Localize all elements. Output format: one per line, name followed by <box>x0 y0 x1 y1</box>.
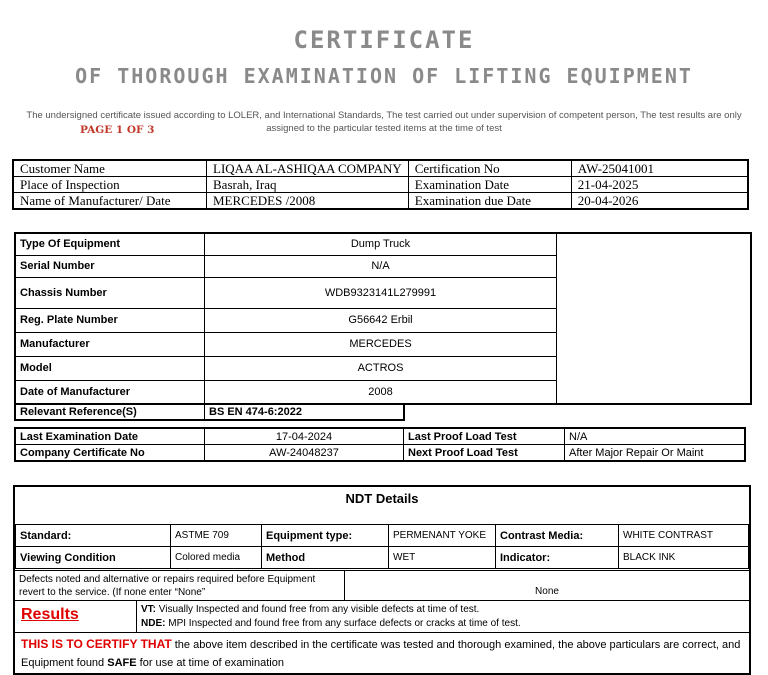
certify-red: THIS IS TO CERTIFY THAT <box>21 637 172 651</box>
manufacturer-label: Manufacturer <box>15 332 205 356</box>
defects-value: None <box>345 570 749 600</box>
proof-load-label: Last Proof Load Test <box>404 428 565 445</box>
indicator-label: Indicator: <box>496 547 619 569</box>
place-value: Basrah, Iraq <box>207 177 409 193</box>
nde-text: MPI Inspected and found free from any surface defects or cracks at time of test. <box>168 618 521 629</box>
exam-date-value: 21-04-2025 <box>571 177 748 193</box>
intro-line-1: The undersigned certificate issued according to LOLER, and International Standards, The test carried out under supervision of competent person, The test results are only <box>26 110 742 121</box>
chassis-label: Chassis Number <box>15 277 205 308</box>
certify-safe: SAFE <box>107 657 137 669</box>
viewing-label: Viewing Condition <box>16 547 171 569</box>
certificate-subtitle: OF THOROUGH EXAMINATION OF LIFTING EQUIPMENT <box>75 64 693 88</box>
table-row <box>13 193 748 210</box>
results-label: Results <box>15 600 137 632</box>
manufacturer-date-value: MERCEDES /2008 <box>207 193 409 210</box>
next-proof-label: Next Proof Load Test <box>404 445 565 462</box>
plate-value: G56642 Erbil <box>205 308 557 332</box>
last-exam-value: 17-04-2024 <box>205 428 404 445</box>
certification-no-value: AW-25041001 <box>571 160 748 177</box>
table-row <box>15 445 745 462</box>
certify-text-2: for use at time of examination <box>139 657 284 669</box>
proof-load-value: N/A <box>565 428 746 445</box>
type-label: Type Of Equipment <box>15 233 205 255</box>
company-cert-label: Company Certificate No <box>15 445 205 462</box>
vt-label: VT: <box>141 604 156 615</box>
intro-line-2: assigned to the particular tested items at the time of test <box>266 123 502 134</box>
model-value: ACTROS <box>205 356 557 380</box>
manufacture-date-value: 2008 <box>205 380 557 404</box>
table-row <box>15 233 751 255</box>
indicator-value: BLACK INK <box>619 547 749 569</box>
model-label: Model <box>15 356 205 380</box>
ndt-section <box>13 485 751 675</box>
serial-label: Serial Number <box>15 255 205 277</box>
certificate-title: CERTIFICATE <box>293 26 475 54</box>
ndt-title: NDT Details <box>345 491 419 506</box>
contrast-label: Contrast Media: <box>496 525 619 547</box>
page-number: PAGE 1 OF 3 <box>80 124 155 136</box>
last-exam-label: Last Examination Date <box>15 428 205 445</box>
manufacturer-value: MERCEDES <box>205 332 557 356</box>
next-proof-value: After Major Repair Or Maint <box>565 445 746 462</box>
method-label: Method <box>262 547 389 569</box>
due-date-value: 20-04-2026 <box>571 193 748 210</box>
table-row <box>15 428 745 445</box>
certify-text-1: the above item described in the certificate was tested and thorough examined, the above particulars are correct, and Equipment found <box>21 639 741 669</box>
chassis-value: WDB9323141L279991 <box>205 277 557 308</box>
exam-date-label: Examination Date <box>408 177 571 193</box>
nde-line <box>141 617 745 631</box>
exam-table <box>14 427 746 462</box>
contrast-value: WHITE CONTRAST <box>619 525 749 547</box>
nde-label: NDE: <box>141 618 166 629</box>
viewing-value: Colored media <box>171 547 262 569</box>
company-cert-value: AW-24048237 <box>205 445 404 462</box>
results-text <box>137 600 749 632</box>
reference-label: Relevant Reference(S) <box>15 404 205 420</box>
type-value: Dump Truck <box>205 233 557 255</box>
certification-no-label: Certification No <box>408 160 571 177</box>
certify-statement <box>15 632 749 674</box>
equipment-type-value: PERMENANT YOKE <box>389 525 496 547</box>
vt-text: Visually Inspected and found free from any visible defects at time of test. <box>158 604 480 615</box>
place-label: Place of Inspection <box>13 177 207 193</box>
reference-table <box>14 403 405 421</box>
table-row <box>16 547 749 569</box>
plate-label: Reg. Plate Number <box>15 308 205 332</box>
customer-name-label: Customer Name <box>13 160 207 177</box>
table-row <box>13 177 748 193</box>
reference-value: BS EN 474-6:2022 <box>205 404 405 420</box>
empty-cell <box>557 233 752 404</box>
table-row <box>15 404 404 420</box>
defects-label: Defects noted and alternative or repairs required before Equipment revert to the service. (If none enter “None” <box>15 570 345 600</box>
standard-value: ASTME 709 <box>171 525 262 547</box>
customer-table <box>12 159 749 210</box>
manufacture-date-label: Date of Manufacturer <box>15 380 205 404</box>
due-date-label: Examination due Date <box>408 193 571 210</box>
customer-name-value: LIQAA AL-ASHIQAA COMPANY <box>207 160 409 177</box>
table-row <box>16 525 749 547</box>
equipment-type-label: Equipment type: <box>262 525 389 547</box>
manufacturer-date-label: Name of Manufacturer/ Date <box>13 193 207 210</box>
vt-line <box>141 603 745 617</box>
method-value: WET <box>389 547 496 569</box>
serial-value: N/A <box>205 255 557 277</box>
table-row <box>13 160 748 177</box>
standard-label: Standard: <box>16 525 171 547</box>
ndt-table <box>15 524 749 569</box>
equipment-table <box>14 232 752 405</box>
